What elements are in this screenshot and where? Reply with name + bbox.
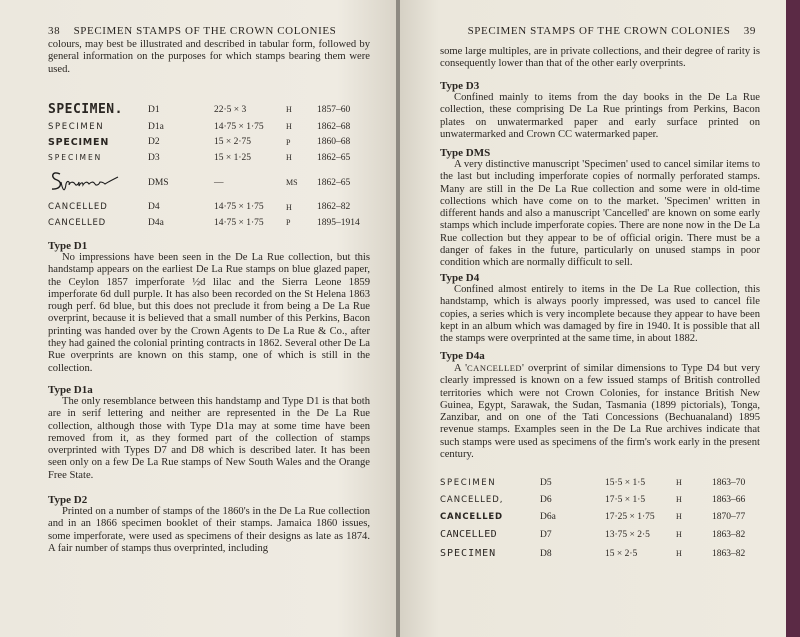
years-cell: 1863–82 [712, 548, 746, 559]
left-overprint-table [48, 100, 360, 231]
code-cell: H [286, 105, 292, 114]
table-row [48, 119, 360, 135]
right-page [400, 0, 786, 637]
section-text: No impressions have been seen in the De La Rue collection, but this handstamp appears on the earliest De La Rue stamps on blue glazed paper, the Ceylon 1857 imperforate ½d lilac and the Sierra Leone 1859 imperforate 6d dull purple. It has also been recorded on the St Helena 1863 rough perf. 6d blue, but this does not preclude it from being a De La Rue overprint, because it is believed that a small number of this Perkins, Bacon printing was handed over by the Crown Agents to De La Rue & Co., after they had gained the colonial printing contracts in 1862. Several other De La Rue overprints are known on this stamp, one of which is still in the collection. [48, 252, 370, 374]
years-cell: 1863–66 [712, 494, 746, 505]
years-cell: 1860–68 [317, 137, 351, 148]
code-cell: MS [286, 178, 298, 187]
overprint-sample: SPECIMEN [48, 152, 103, 162]
overprint-sample: CANCELLED [48, 217, 107, 228]
section-type-d4a [440, 350, 760, 461]
right-overprint-table [440, 474, 745, 563]
size-cell: 22·5 × 3 [214, 104, 247, 115]
years-cell: 1895–1914 [317, 217, 360, 228]
type-cell: DMS [148, 177, 169, 188]
table-row [48, 215, 360, 231]
code-cell: H [676, 478, 682, 487]
type-cell: D4a [148, 217, 164, 228]
code-cell: H [286, 122, 292, 132]
size-cell: 14·75 × 1·75 [214, 121, 264, 132]
section-text: A very distinctive manuscript 'Specimen' used to cancel similar items to the last but including imperforate copies of normally perforated stamps. Many are still in the De La Rue collection and some were in old-time collections which have come on to the market. 'Specimen' written in different hands and also a manuscript 'Cancelled' are known on some early stamps which include imperforate copies. There are none now in the De La Rue collection but they appear to be of official origin. There must be a danger of fakes in the future, particularly on unused stamps in poor condition which are normally difficult to sell. [440, 159, 760, 269]
section-type-d1a [48, 384, 370, 482]
right-running-head [440, 25, 756, 37]
overprint-sample: CANCELLED [440, 529, 497, 540]
table-row [48, 200, 360, 216]
type-cell: D6a [540, 511, 556, 522]
years-cell: 1862–65 [317, 152, 351, 163]
overprint-sample: SPECIMEN [440, 477, 497, 488]
size-cell: 15 × 1·25 [214, 152, 252, 163]
years-cell: 1862–65 [317, 177, 351, 188]
type-cell: D3 [148, 152, 160, 163]
table-row [48, 166, 360, 200]
type-cell: D1 [148, 104, 160, 115]
section-heading: Type D2 [48, 494, 88, 506]
code-cell: H [676, 495, 682, 504]
overprint-sample: SPECIMEN [48, 121, 105, 132]
type-cell: D5 [540, 477, 552, 488]
type-cell: D2 [148, 137, 160, 148]
type-cell: D8 [540, 548, 552, 559]
right-intro-text: some large multiples, are in private collections, and their degree of rarity is consequently lower than that of the other early overprints. [440, 46, 760, 70]
table-row [440, 474, 745, 491]
code-cell: P [286, 218, 291, 228]
left-intro-text: colours, may best be illustrated and described in tabular form, followed by general information on the purposes for which stamps bearing them were used. [48, 39, 370, 75]
left-running-head [48, 25, 368, 37]
section-type-d4 [440, 272, 760, 345]
years-cell: 1863–82 [712, 529, 746, 540]
overprint-sample: CANCELLED [48, 202, 108, 213]
years-cell: 1862–68 [317, 121, 351, 132]
size-cell: 13·75 × 2·5 [605, 529, 650, 540]
years-cell: 1863–70 [712, 477, 746, 488]
years-cell: 1857–60 [317, 104, 351, 115]
right-running-title: SPECIMEN STAMPS OF THE CROWN COLONIES [467, 25, 731, 37]
section-text: The only resemblance between this handstamp and Type D1 is that both are in serif lettering and neither are represented in the De La Rue collection, although those with Type D1a may at some time have been removed from it, as they formed part of the collection of stamps overprinted with Types D7 and D8 which is described later. It has been seen only on a few De La Rue stamps of New South Wales and the Orange Free State. [48, 396, 370, 481]
type-cell: D4 [148, 202, 160, 213]
size-cell: 15 × 2·5 [605, 548, 638, 559]
size-cell: 17·25 × 1·75 [605, 511, 655, 522]
overprint-sample: SPECIMEN [48, 136, 110, 148]
book-cover-edge [786, 0, 800, 637]
section-heading: Type DMS [440, 147, 491, 159]
table-row [48, 100, 360, 119]
right-intro [440, 46, 760, 71]
table-row [48, 135, 360, 151]
section-heading: Type D3 [440, 80, 480, 92]
size-cell: 15·5 × 1·5 [605, 477, 646, 488]
manuscript-specimen-signature [48, 168, 120, 194]
overprint-sample: CANCELLED, [440, 494, 504, 505]
left-page [0, 0, 397, 637]
type-cell: D1a [148, 121, 164, 132]
section-heading: Type D4 [440, 272, 480, 284]
left-page-number: 38 [48, 25, 61, 37]
section-type-d2 [48, 494, 370, 555]
table-row [440, 525, 745, 544]
size-cell: 15 × 2·75 [214, 137, 252, 148]
left-intro [48, 39, 370, 76]
section-type-dms [440, 147, 760, 270]
overprint-sample: CANCELLED [440, 511, 503, 522]
code-cell: H [286, 202, 292, 212]
text-run: A ' [454, 363, 468, 374]
code-cell: P [286, 137, 291, 147]
section-type-d3 [440, 80, 760, 141]
table-row [440, 491, 745, 508]
years-cell: 1862–82 [317, 202, 351, 213]
table-row [48, 150, 360, 166]
code-cell: H [676, 512, 682, 521]
text-run: ' overprint of similar dimensions to Type D4 but very clearly impressed is known on a few issued stamps of British controlled territories which were not Crown Colonies, for instance British New Guinea, Egypt, Sarawak, the Sudan, Tasmania (1899 pictorials), Tonga, Zanzibar, and on one of the Tati Concessions (Bechuanaland) 1895 revenue stamps. Examples seen in the De La Rue archives indicate that such stamps were used as specimens of the firm's work early in the present century. [440, 363, 761, 461]
years-cell: 1870–77 [712, 511, 746, 522]
section-type-d1 [48, 240, 370, 375]
size-cell: 17·5 × 1·5 [605, 494, 646, 505]
section-text: Printed on a number of stamps of the 1860's in the De La Rue collection and in an 1866 specimen booklet of their stamps. Jamaica 1860 issues, some imperforate, were used as specimens of their designs as late as 1874. A fair number of stamps thus overprinted, including [48, 506, 370, 554]
section-text [440, 362, 760, 461]
size-cell: — [214, 177, 224, 188]
section-text: Confined almost entirely to items in the De La Rue collection, this handstamp, which is always poorly impressed, was used to cancel file copies, a series which is very incomplete because they appear to have been kept in an album which was damaged by fire in 1940. It is possible that all the stamps were overprinted at the same time, in about 1882. [440, 284, 760, 345]
size-cell: 14·75 × 1·75 [214, 217, 264, 228]
left-running-title: SPECIMEN STAMPS OF THE CROWN COLONIES [73, 25, 337, 37]
section-text: Confined mainly to items from the day books in the De La Rue collection, these comprising De La Rue printings from Perkins, Bacon plates on unwatermarked paper and early surface printed on unwatermarked and Crown CC watermarked paper. [440, 92, 760, 140]
type-cell: D7 [540, 529, 552, 540]
code-cell: H [676, 530, 682, 539]
size-cell: 14·75 × 1·75 [214, 202, 264, 213]
table-row [440, 508, 745, 525]
small-caps-word: CANCELLED [467, 363, 523, 373]
overprint-sample: SPECIMEN. [48, 102, 123, 117]
right-page-number: 39 [743, 25, 756, 37]
type-cell: D6 [540, 494, 552, 505]
code-cell: H [676, 549, 682, 558]
section-heading: Type D1a [48, 384, 93, 396]
section-heading: Type D4a [440, 350, 485, 362]
table-row [440, 544, 745, 563]
overprint-sample: SPECIMEN [440, 548, 497, 559]
section-heading: Type D1 [48, 240, 88, 252]
code-cell: H [286, 153, 292, 163]
